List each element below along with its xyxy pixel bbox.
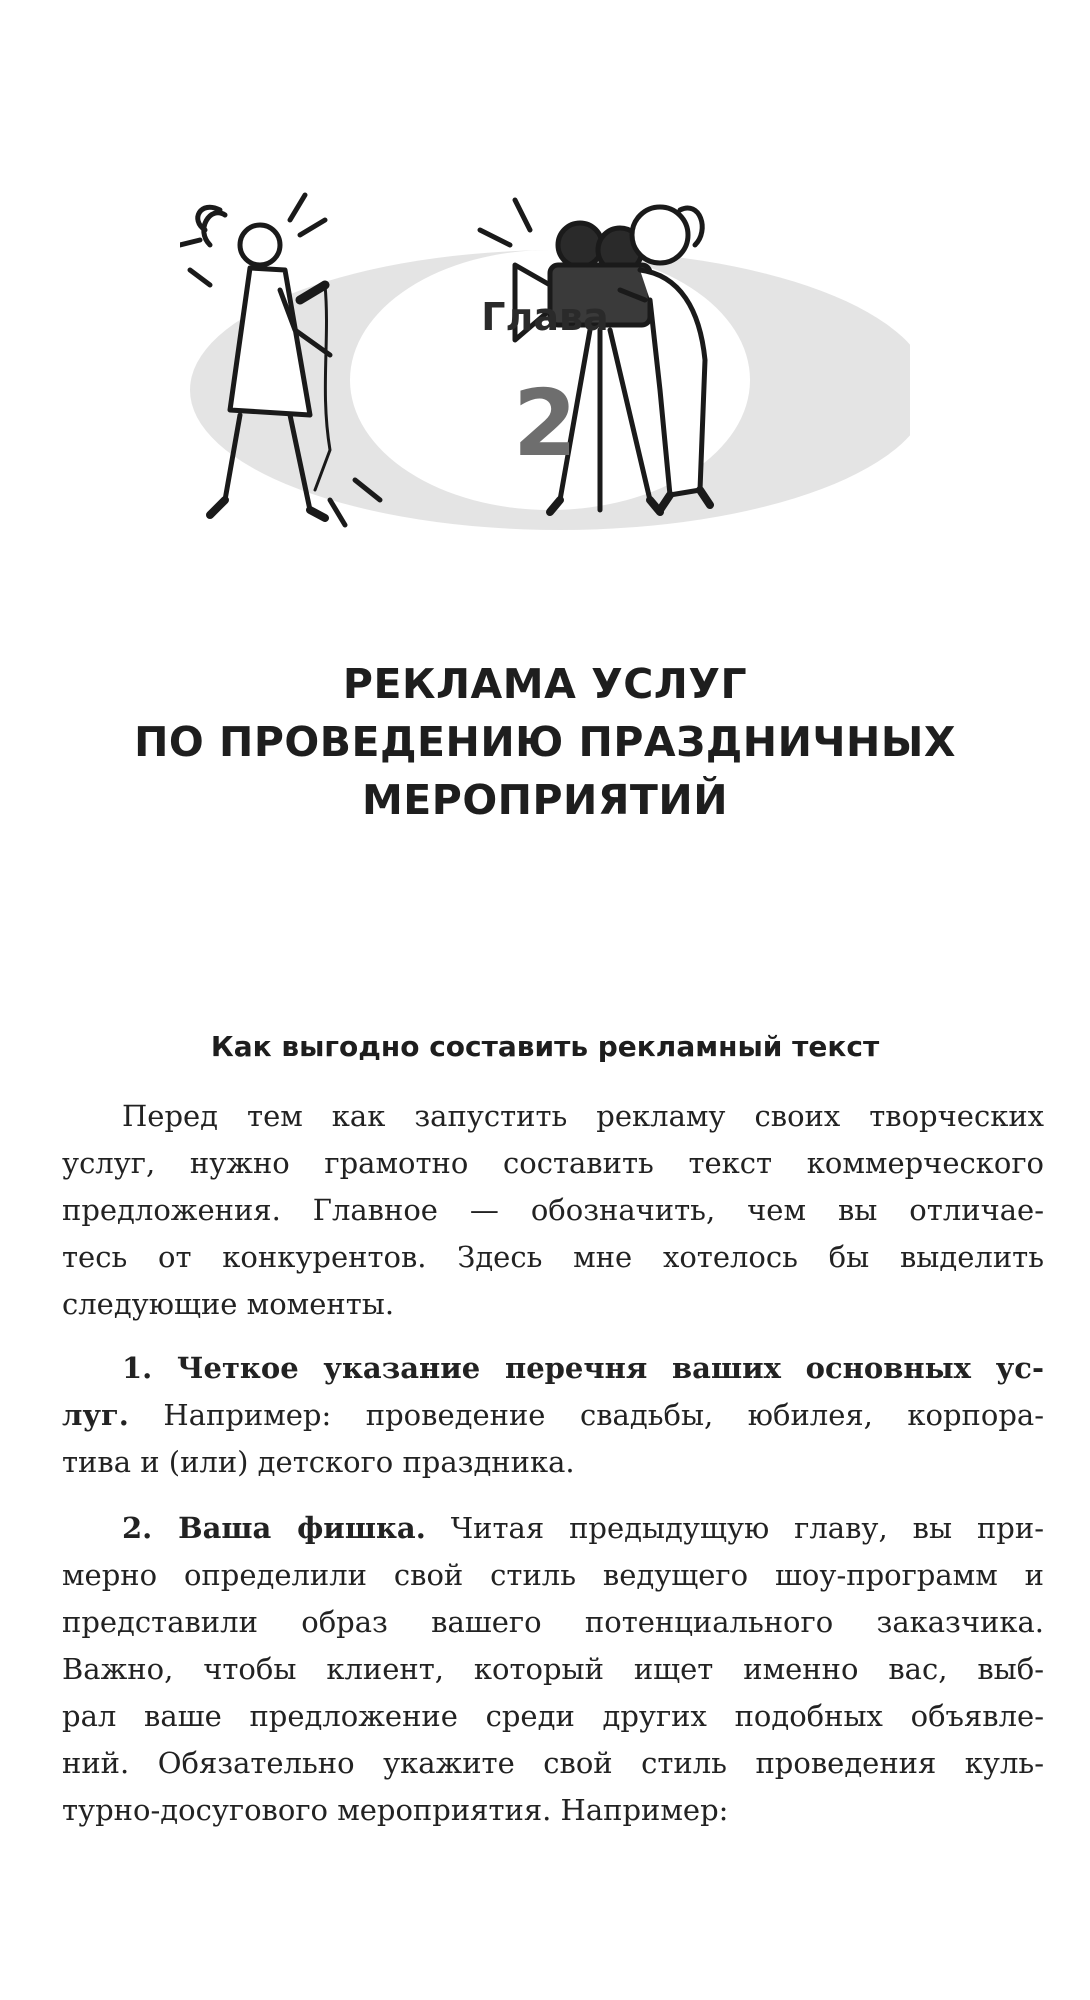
- item-heading: 2. Ваша фишка.: [122, 1511, 426, 1545]
- list-item-services: [62, 1345, 1044, 1486]
- text-line: [62, 1505, 1044, 1552]
- text-line: предложения. Главное — обозначить, чем вы отличае-: [62, 1193, 1044, 1227]
- chapter-header-illustration: [180, 190, 910, 570]
- item-heading: 1. Четкое указание перечня ваших основных ус-: [122, 1351, 1044, 1385]
- chapter-title-line: РЕКЛАМА УСЛУГ: [342, 660, 748, 708]
- item-heading-continued: луг.: [62, 1398, 129, 1432]
- chapter-number: 2: [512, 370, 577, 477]
- chapter-title-line: ПО ПРОВЕДЕНИЮ ПРАЗДНИЧНЫХ: [134, 718, 956, 766]
- text-line: Перед тем как запустить рекламу своих творческих: [122, 1099, 1044, 1133]
- chapter-label: Глава: [481, 295, 609, 339]
- section-heading: Как выгодно составить рекламный текст: [210, 1030, 880, 1063]
- chapter-title: [60, 655, 1030, 829]
- chapter-title-line: МЕРОПРИЯТИЙ: [361, 776, 729, 824]
- text-line: представили образ вашего потенциального заказчика.: [62, 1605, 1044, 1639]
- text-line: рал ваше предложение среди других подобных объявле-: [62, 1699, 1044, 1733]
- text-line: турно-досугового мероприятия. Например:: [62, 1793, 729, 1827]
- text-line: [62, 1345, 1044, 1392]
- item-text: Например: проведение свадьбы, юбилея, корпора-: [128, 1398, 1044, 1432]
- intro-paragraph: [62, 1093, 1044, 1328]
- text-line: тива и (или) детского праздника.: [62, 1445, 575, 1479]
- text-line: услуг, нужно грамотно составить текст коммерческого: [62, 1146, 1044, 1180]
- text-line: [62, 1392, 1044, 1439]
- text-line: мерно определили свой стиль ведущего шоу-программ и: [62, 1558, 1044, 1592]
- item-text: Читая предыдущую главу, вы при-: [425, 1511, 1044, 1545]
- text-line: следующие моменты.: [62, 1287, 395, 1321]
- list-item-signature: [62, 1505, 1044, 1834]
- text-line: Важно, чтобы клиент, который ищет именно вас, выб-: [62, 1652, 1044, 1686]
- text-line: тесь от конкурентов. Здесь мне хотелось бы выделить: [62, 1240, 1044, 1274]
- text-line: ний. Обязательно укажите свой стиль проведения куль-: [62, 1746, 1044, 1780]
